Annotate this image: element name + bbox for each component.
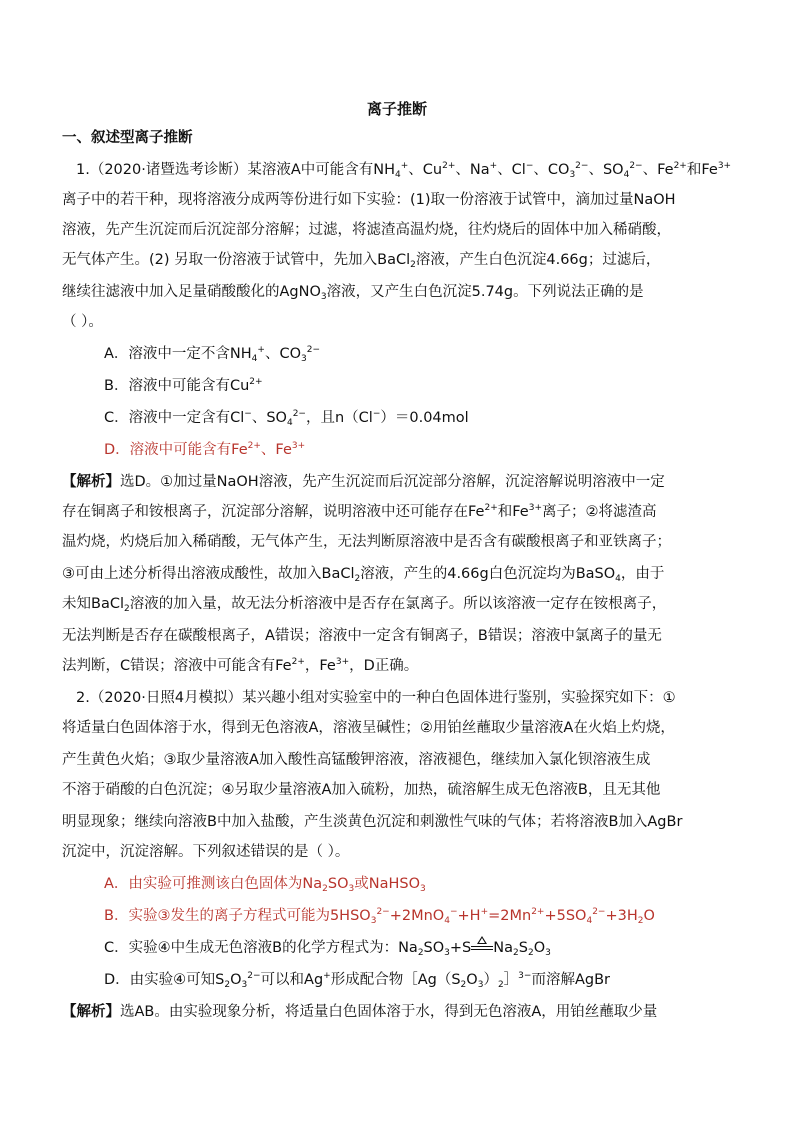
q2-line-6: 沉淀中，沉淀溶解。下列叙述错误的是（ ）。: [62, 844, 350, 860]
q1-option-a: A．溶液中一定不含$NH_4^+$、$CO_3^{2-}$: [104, 345, 321, 364]
q1-line-2: 离子中的若干种，现将溶液分成两等份进行如下实验：(1)取一份溶液于试管中，滴加过量NaOH: [62, 192, 676, 208]
q1-analysis-line-6: 无法判断是否存在碳酸根离子，A错误；溶液中一定含有铜离子，B错误；溶液中氯离子的量无: [62, 628, 662, 644]
q2-option-a-answer: A．由实验可推测该白色固体为$Na_2SO_3$或NaHSO$_3$: [104, 876, 426, 894]
q1-analysis-line-4: ③可由上述分析得出溶液成酸性，故加入BaCl$_2$溶液，产生的4.66g白色沉淀均为BaSO$_4$，由于: [62, 566, 665, 584]
q1-option-b: B．溶液中可能含有$Cu^{2+}$: [104, 377, 263, 394]
q1-line-5: 继续往滤液中加入足量硝酸酸化的AgNO$_3$溶液，又产生白色沉淀5.74g。下列说法正确的是: [62, 284, 644, 302]
q1-analysis-line-1: 【解析】选D。①加过量NaOH溶液，先产生沉淀而后沉淀部分溶解，沉淀溶解说明溶液中一定: [62, 474, 665, 490]
q2-analysis-line-1: 【解析】选AB。由实验现象分析，将适量白色固体溶于水，得到无色溶液A，用铂丝蘸取少量: [62, 1004, 658, 1020]
q2-line-2: 将适量白色固体溶于水，得到无色溶液A，溶液呈碱性；②用铂丝蘸取少量溶液A在火焰上灼烧，: [62, 720, 675, 736]
q1-option-d-answer: D．溶液中可能含有$Fe^{2+}$、$Fe^{3+}$: [104, 441, 306, 458]
q2-line-4: 不溶于硝酸的白色沉淀；④另取少量溶液A加入硫粉，加热，硫溶解生成无色溶液B，且无其他: [62, 782, 661, 798]
q1-analysis-line-5: 未知BaCl$_2$溶液的加入量，故无法分析溶液中是否存在氯离子。所以该溶液一定存在铵根离子，: [62, 596, 667, 614]
section-heading: 一、叙述型离子推断: [62, 130, 193, 146]
q1-analysis-line-7: 法判断，C错误；溶液中可能含有$Fe^{2+}$，$Fe^{3+}$，D正确。: [62, 657, 419, 674]
q1-analysis-line-3: 温灼烧，灼烧后加入稀硝酸，无气体产生，无法判断原溶液中是否含有碳酸根离子和亚铁离子；: [62, 534, 671, 550]
q2-option-c: C．实验④中生成无色溶液B的化学方程式为：$Na_2SO_3+S$ $Na_2S_2O_3$: [104, 938, 551, 958]
q2-line-1: 2.（2020·日照4月模拟）某兴趣小组对实验室中的一种白色固体进行鉴别，实验探究如下：①: [76, 690, 676, 706]
q2-option-d: D．由实验④可知$S_2O_3^{2-}$可以和Ag+形成配合物$[Ag(S_2O_3)_2]^{3-}$而溶解AgBr: [104, 971, 610, 990]
q1-line-6: （ ）。: [62, 314, 103, 330]
q2-line-3: 产生黄色火焰；③取少量溶液A加入酸性高锰酸钾溶液，溶液褪色，继续加入氯化钡溶液生成: [62, 752, 651, 768]
q1-line-1: 1.（2020·诸暨选考诊断）某溶液A中可能含有$NH_4^+$、$Cu^{2+}$、Na+、Cl−、$CO_3^{2-}$、$SO_4^{2-}$、$Fe^{2+}$和$Fe^{3+}$: [76, 161, 732, 180]
q2-line-5: 明显现象；继续向溶液B中加入盐酸，产生淡黄色沉淀和刺激性气味的气体；若将溶液B加入AgBr: [62, 814, 683, 830]
q2-option-b-answer: B．实验③发生的离子方程式可能为$5HSO_3^{2-}+2MnO_4^-+H^+=2Mn^{2+}+5SO_4^{2-}+3H_2O$: [104, 907, 655, 926]
heating-arrow-icon: [471, 940, 493, 954]
page-title: 离子推断: [366, 100, 427, 118]
q1-analysis-line-2: 存在铜离子和铵根离子，沉淀部分溶解，说明溶液中还可能存在$Fe^{2+}$和$Fe^{3+}$离子；②将滤渣高: [62, 503, 657, 520]
q1-line-3: 溶液，先产生沉淀而后沉淀部分溶解；过滤，将滤渣高温灼烧，往灼烧后的固体中加入稀硝酸，: [62, 222, 671, 238]
q1-line-4: 无气体产生。(2) 另取一份溶液于试管中，先加入BaCl$_2$溶液，产生白色沉淀4.66g；过滤后，: [62, 252, 661, 270]
q1-option-c: C．溶液中一定含有Cl−、$SO_4^{2-}$，且n（Cl−）＝0.04mol: [104, 409, 469, 428]
